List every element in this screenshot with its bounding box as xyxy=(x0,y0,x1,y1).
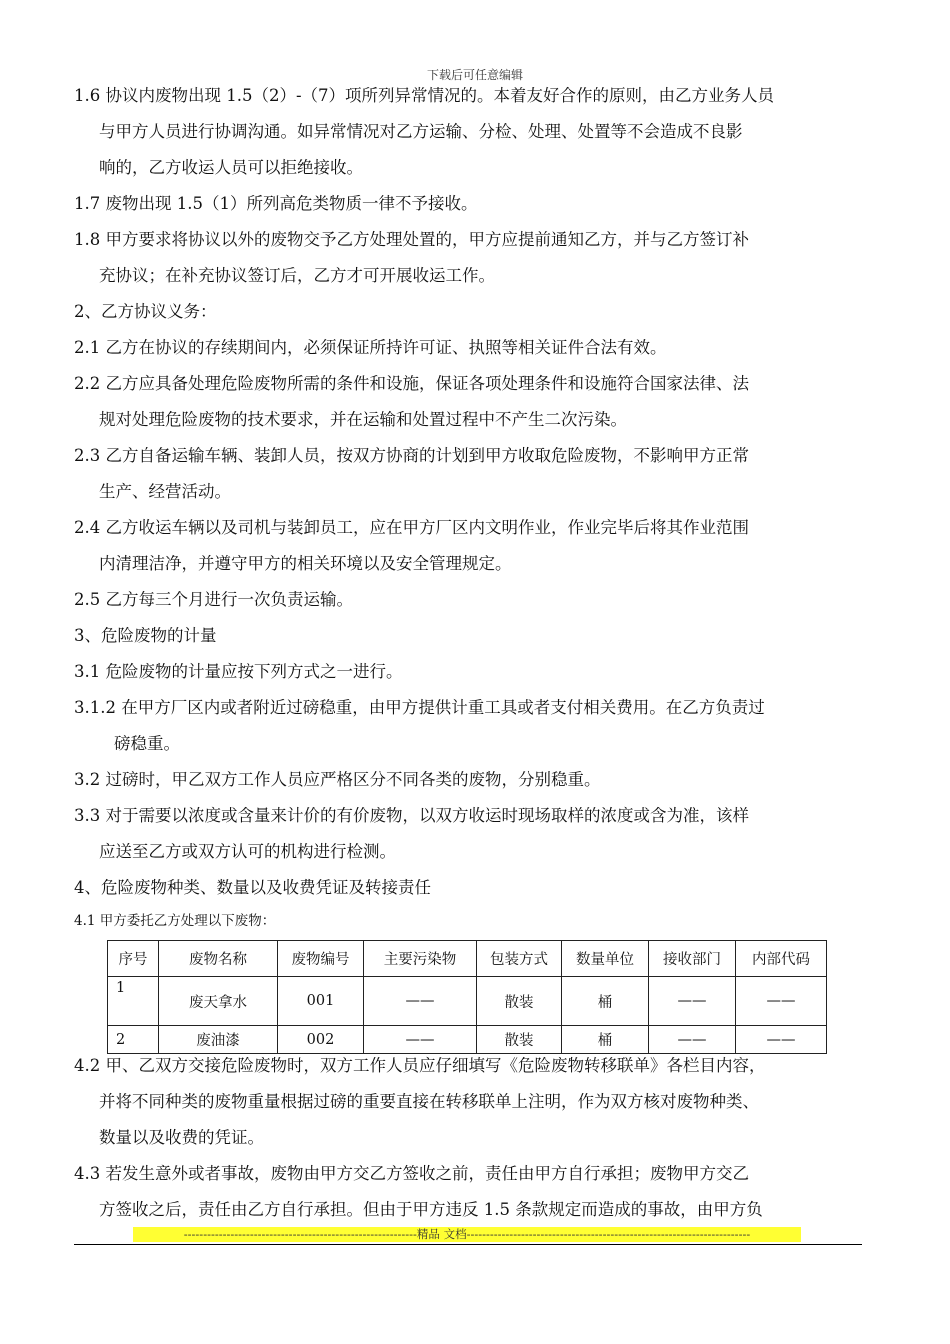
table-header-cell: 包装方式 xyxy=(477,941,562,977)
table-cell: 废油漆 xyxy=(159,1026,278,1054)
paragraph-line: 2.3 乙方自备运输车辆、装卸人员，按双方协商的计划到甲方收取危险废物，不影响甲方正常 xyxy=(74,446,749,465)
table-caption: 4.1 甲方委托乙方处理以下废物： xyxy=(74,913,276,929)
document-body-bottom xyxy=(74,1048,874,1228)
table-header-cell: 废物编号 xyxy=(278,941,364,977)
paragraph-line: 2.4 乙方收运车辆以及司机与装卸员工，应在甲方厂区内文明作业，作业完毕后将其作业范围 xyxy=(74,518,749,537)
table-row xyxy=(108,977,827,1026)
paragraph-line: 2.5 乙方每三个月进行一次负责运输。 xyxy=(74,590,353,609)
paragraph-line: 3.1.2 在甲方厂区内或者附近过磅稳重，由甲方提供计重工具或者支付相关费用。在乙方负责过 xyxy=(74,698,765,717)
table-cell: 002 xyxy=(278,1026,364,1054)
paragraph-line: 4.2 甲、乙双方交接危险废物时，双方工作人员应仔细填写《危险废物转移联单》各栏目内容， xyxy=(74,1056,766,1075)
table-cell: 2 xyxy=(108,1026,159,1054)
table-cell: 散装 xyxy=(477,977,562,1026)
document-body-top xyxy=(74,78,864,936)
paragraph-line: 3.2 过磅时，甲乙双方工作人员应严格区分不同各类的废物，分别稳重。 xyxy=(74,770,601,789)
paragraph-line: 生产、经营活动。 xyxy=(99,482,231,501)
paragraph-line: 4.3 若发生意外或者事故，废物由甲方交乙方签收之前，责任由甲方自行承担；废物甲方交乙 xyxy=(74,1164,749,1183)
paragraph-line: 3.3 对于需要以浓度或含量来计价的有价废物，以双方收运时现场取样的浓度或含为准，该样 xyxy=(74,806,749,825)
table-cell: 散装 xyxy=(477,1026,562,1054)
table-cell: 001 xyxy=(278,977,364,1026)
paragraph-line: 2.2 乙方应具备处理危险废物所需的条件和设施，保证各项处理条件和设施符合国家法律、法 xyxy=(74,374,749,393)
paragraph-line: 数量以及收费的凭证。 xyxy=(99,1128,264,1147)
table-cell: —— xyxy=(736,1026,827,1054)
paragraph-line: 2.1 乙方在协议的存续期间内，必须保证所持许可证、执照等相关证件合法有效。 xyxy=(74,338,667,357)
table-cell: —— xyxy=(649,977,736,1026)
paragraph-line: 内清理洁净，并遵守甲方的相关环境以及安全管理规定。 xyxy=(99,554,512,573)
paragraph-line: 4、危险废物种类、数量以及收费凭证及转接责任 xyxy=(74,878,431,897)
paragraph-line: 规对处理危险废物的技术要求，并在运输和处置过程中不产生二次污染。 xyxy=(99,410,627,429)
table-header-cell: 废物名称 xyxy=(159,941,278,977)
table-header-cell: 主要污染物 xyxy=(364,941,477,977)
table-cell: —— xyxy=(649,1026,736,1054)
paragraph-line: 1.7 废物出现 1.5（1）所列高危类物质一律不予接收。 xyxy=(74,194,478,213)
paragraph-line: 与甲方人员进行协调沟通。如异常情况对乙方运输、分检、处理、处置等不会造成不良影 xyxy=(99,122,743,141)
paragraph-line: 响的，乙方收运人员可以拒绝接收。 xyxy=(99,158,363,177)
paragraph-line: 并将不同种类的废物重量根据过磅的重要直接在转移联单上注明，作为双方核对废物种类、 xyxy=(99,1092,759,1111)
table-header-cell: 数量单位 xyxy=(562,941,649,977)
footer-divider xyxy=(74,1244,862,1245)
table-cell: —— xyxy=(364,977,477,1026)
table-cell: 废天拿水 xyxy=(159,977,278,1026)
footer-banner: ------------------------------------------------------------精品 文档------------------------------------------------------------------------- xyxy=(133,1227,801,1242)
paragraph-line: 2、乙方协议义务： xyxy=(74,302,217,321)
table-cell: 桶 xyxy=(562,1026,649,1054)
table-header-cell: 序号 xyxy=(108,941,159,977)
table-header-cell: 内部代码 xyxy=(736,941,827,977)
table-cell: 桶 xyxy=(562,977,649,1026)
table-cell: —— xyxy=(736,977,827,1026)
paragraph-line: 方签收之后，责任由乙方自行承担。但由于甲方违反 1.5 条款规定而造成的事故，由甲方负 xyxy=(99,1200,763,1219)
table-cell: 1 xyxy=(108,977,159,1026)
table-header-row xyxy=(108,941,827,977)
header-note: 下载后可任意编辑 xyxy=(426,68,523,82)
paragraph-line: 磅稳重。 xyxy=(114,734,180,753)
paragraph-line: 1.6 协议内废物出现 1.5（2）-（7）项所列异常情况的。本着友好合作的原则，由乙方业务人员 xyxy=(74,86,775,105)
table-cell: —— xyxy=(364,1026,477,1054)
table-header-cell: 接收部门 xyxy=(649,941,736,977)
paragraph-line: 3、危险废物的计量 xyxy=(74,626,217,645)
paragraph-line: 应送至乙方或双方认可的机构进行检测。 xyxy=(99,842,396,861)
waste-table xyxy=(107,940,827,1054)
paragraph-line: 1.8 甲方要求将协议以外的废物交予乙方处理处置的，甲方应提前通知乙方，并与乙方签订补 xyxy=(74,230,749,249)
paragraph-line: 3.1 危险废物的计量应按下列方式之一进行。 xyxy=(74,662,403,681)
paragraph-line: 充协议；在补充协议签订后，乙方才可开展收运工作。 xyxy=(99,266,495,285)
